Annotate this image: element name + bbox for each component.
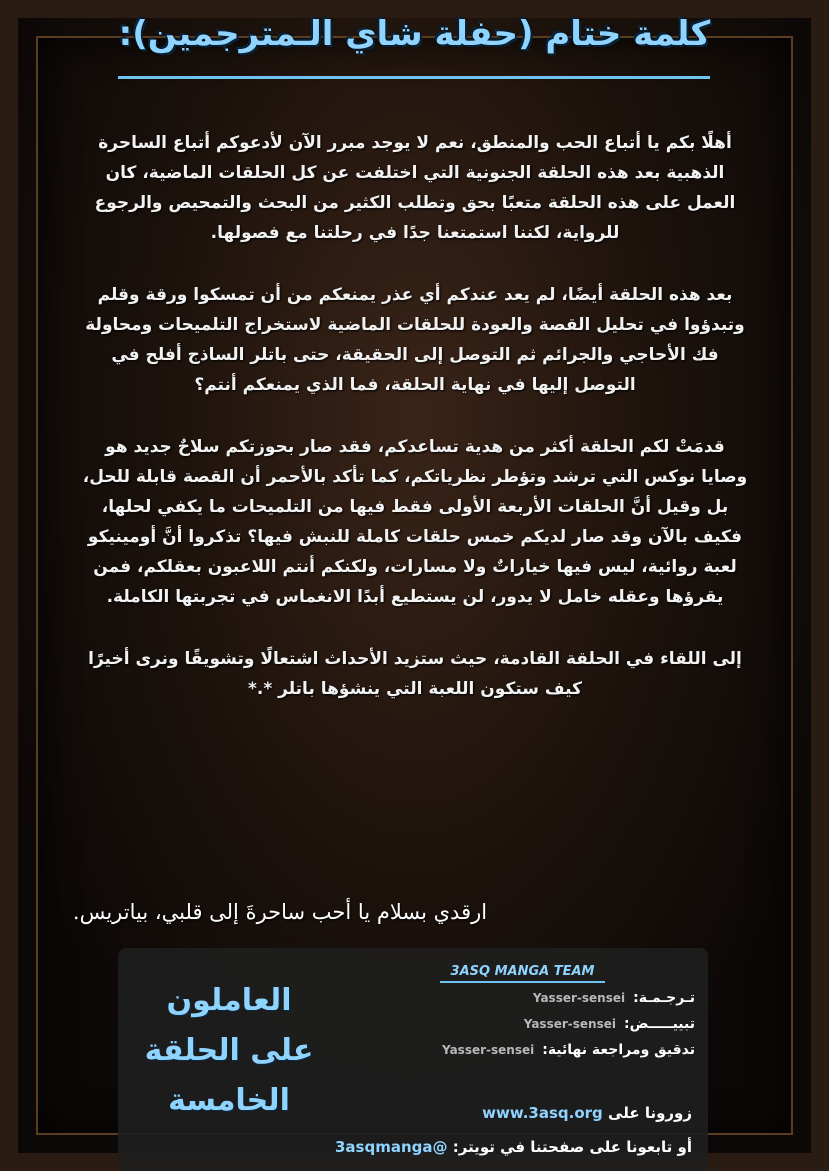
visit-prefix: زورونا على [608, 1104, 692, 1122]
credit-name: Yasser-sensei [523, 1017, 616, 1031]
crew-title-line-2: على الحلقة [144, 1033, 314, 1068]
credit-row-cleaning [360, 1016, 695, 1042]
visit-line [380, 1104, 692, 1122]
credit-role: تـرجـمـة: [633, 990, 695, 1006]
page-title: كلمة ختام (حفلة شاي الـمترجمين): [118, 14, 711, 54]
follow-prefix: أو تابعونا على صفحتنا في تويتر: [452, 1138, 692, 1156]
paragraph-2: بعد هذه الحلقة أيضًا، لم يعد عندكم أي عذر يمنعكم من أن تمسكوا ورقة وقلم وتبدؤوا في تحليل القصة والعودة للحلقات الماضية لاستخراج التلميحات ومحاولة فك الأحاجي والجرائم ثم التوصل إلى الحقيقة، حتى باتلر الساذج أفلح في التوصل إليها في نهاية الحلقة، فما الذي يمنعكم أنتم؟ [85, 285, 745, 395]
credit-row-proofreading [360, 1042, 695, 1068]
credit-role: تدقيق ومراجعة نهائية: [542, 1042, 695, 1058]
credit-name: Yasser-sensei [441, 1043, 535, 1057]
paragraph-3: قدمَتْ لكم الحلقة أكثر من هدية تساعدكم، فقد صار بحوزتكم سلاحٌ جديد هو وصايا نوكس التي ترشد وتؤطر نظرياتكم، كما تأكد بالأحمر أن القصة قابلة للحل، بل وقيل أنَّ الحلقات الأربعة الأولى فقط فيها من التلميحات ما يكفي لحلها، فكيف بالآن وقد صار لديكم خمس حلقات كاملة للنبش فيها؟ تذكروا أنَّ أومينيكو لعبة روائية، ليس فيها خياراتٌ ولا مسارات، ولكنكم أنتم اللاعبون بعقلكم، فمن يقرؤها وعقله خامل لا يدور، لن يستطيع أبدًا الانغماس في تجربتها الكاملة. [82, 437, 748, 607]
twitter-handle[interactable]: @3asqmanga [334, 1138, 448, 1156]
credit-row-translation [360, 990, 695, 1016]
crew-title-line-1: العاملون [166, 983, 292, 1018]
crew-title [124, 976, 334, 1126]
paragraph-1: أهلًا بكم يا أتباع الحب والمنطق، نعم لا يوجد مبرر الآن لأدعوكم أتباع الساحرة الذهبية بعد هذه الحلقة الجنونية التي اختلفت عن كل الحلقات الماضية، كان العمل على هذه الحلقة متعبًا بحق وتطلب الكثير من البحث والتمحيص والرجوع للرواية، لكننا استمتعنا جدًا في رحلتنا مع فصولها. [94, 133, 736, 243]
credit-list [360, 990, 695, 1068]
farewell-line: ارقدي بسلام يا أحب ساحرةَ إلى قلبي، بياتريس. [72, 900, 488, 924]
paragraph-4: إلى اللقاء في الحلقة القادمة، حيث ستزيد الأحداث اشتعالًا وتشويقًا ونرى أخيرًا كيف ستكون اللعبة التي ينشؤها باتلر *.* [88, 649, 742, 699]
closing-message [80, 128, 750, 736]
team-name: 3ASQ MANGA TEAM [440, 964, 605, 983]
title-underline [118, 76, 710, 79]
credit-role: تبييـــــض: [623, 1016, 695, 1032]
credit-name: Yasser-sensei [532, 991, 626, 1005]
follow-line [290, 1138, 692, 1156]
website-link[interactable]: www.3asq.org [482, 1104, 603, 1122]
crew-title-line-3: الخامسة [168, 1083, 290, 1118]
